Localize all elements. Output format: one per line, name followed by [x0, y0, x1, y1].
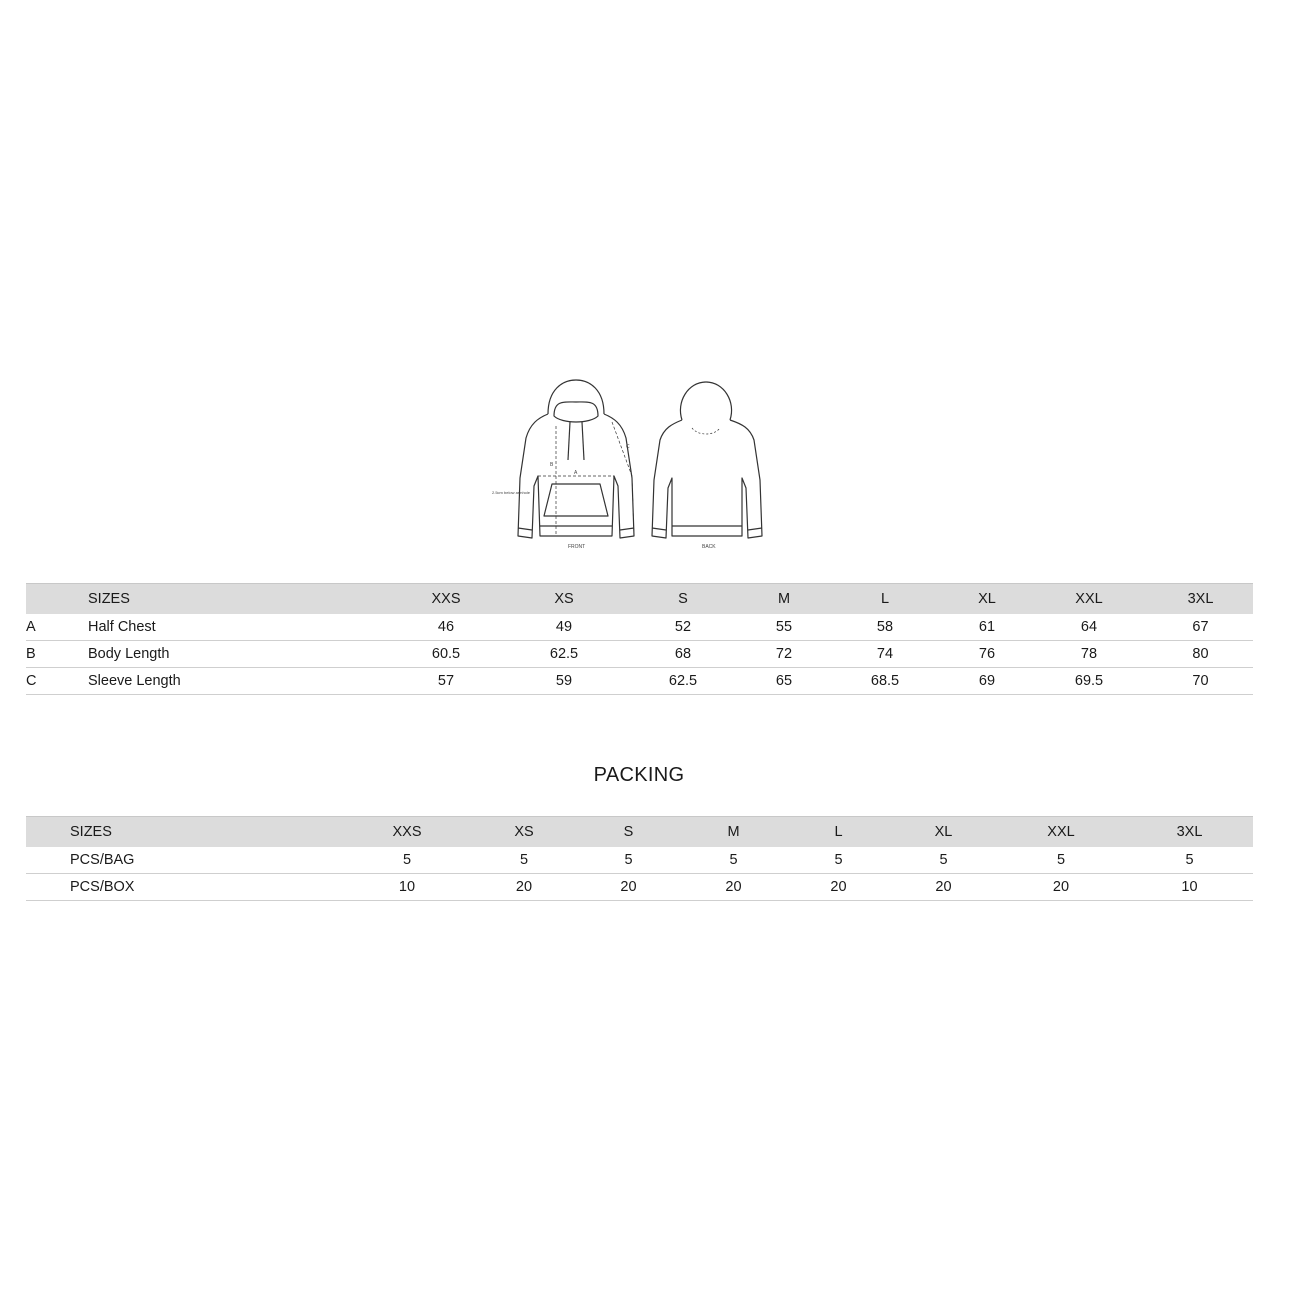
size-header: XXS: [342, 817, 472, 848]
size-header: M: [742, 584, 826, 615]
size-header: XXS: [388, 584, 504, 615]
armhole-note: 2.5cm below armhole: [492, 490, 531, 495]
measurement-value: 69: [944, 668, 1030, 695]
packing-value: 10: [342, 874, 472, 901]
packing-value: 5: [891, 847, 996, 874]
measurement-value: 70: [1148, 668, 1253, 695]
marker-c: C: [626, 444, 630, 450]
packing-value: 5: [1126, 847, 1253, 874]
table-row: [26, 614, 1253, 641]
measurement-value: 68.5: [826, 668, 944, 695]
measurement-value: 74: [826, 641, 944, 668]
size-header: M: [681, 817, 786, 848]
size-header: XXL: [996, 817, 1126, 848]
packing-value: 5: [342, 847, 472, 874]
measurement-value: 76: [944, 641, 1030, 668]
size-header: L: [826, 584, 944, 615]
packing-value: 5: [472, 847, 576, 874]
packing-header-row: [26, 817, 1253, 848]
measurement-value: 68: [624, 641, 742, 668]
packing-value: 20: [576, 874, 681, 901]
measurement-value: 80: [1148, 641, 1253, 668]
measurement-value: 60.5: [388, 641, 504, 668]
packing-value: 5: [786, 847, 891, 874]
packing-value: 5: [681, 847, 786, 874]
packing-value: 5: [996, 847, 1126, 874]
measurement-value: 64: [1030, 614, 1148, 641]
size-header: L: [786, 817, 891, 848]
measurement-value: 49: [504, 614, 624, 641]
size-chart-sizes-header: SIZES: [88, 584, 388, 615]
size-header: XS: [504, 584, 624, 615]
packing-value: 20: [472, 874, 576, 901]
table-row: [26, 668, 1253, 695]
measurement-label: Sleeve Length: [88, 668, 388, 695]
measurement-value: 52: [624, 614, 742, 641]
measurement-value: 65: [742, 668, 826, 695]
packing-table: [26, 816, 1253, 901]
measurement-code: C: [26, 668, 88, 695]
marker-a: A: [574, 470, 578, 476]
measurement-value: 69.5: [1030, 668, 1148, 695]
marker-b: B: [550, 462, 554, 468]
packing-value: 20: [891, 874, 996, 901]
measurement-value: 46: [388, 614, 504, 641]
size-chart-header-row: [26, 584, 1253, 615]
measurement-value: 55: [742, 614, 826, 641]
size-header: XL: [891, 817, 996, 848]
measurement-value: 72: [742, 641, 826, 668]
hoodie-illustration: [490, 376, 780, 552]
measurement-value: 67: [1148, 614, 1253, 641]
back-label: BACK: [702, 544, 716, 550]
measurement-value: 58: [826, 614, 944, 641]
front-label: FRONT: [568, 544, 586, 550]
measurement-code: B: [26, 641, 88, 668]
measurement-value: 78: [1030, 641, 1148, 668]
packing-sizes-header: SIZES: [26, 817, 342, 848]
measurement-label: Body Length: [88, 641, 388, 668]
hoodie-back-drawing: [652, 382, 762, 538]
size-header: 3XL: [1148, 584, 1253, 615]
size-chart-table: [26, 583, 1253, 695]
size-header: XS: [472, 817, 576, 848]
hoodie-front-drawing: [518, 380, 634, 538]
measurement-value: 57: [388, 668, 504, 695]
packing-label: PCS/BAG: [26, 847, 342, 874]
packing-value: 5: [576, 847, 681, 874]
hoodie-drawing: [490, 376, 780, 552]
size-header: S: [624, 584, 742, 615]
size-header: XXL: [1030, 584, 1148, 615]
size-header: 3XL: [1126, 817, 1253, 848]
table-row: [26, 641, 1253, 668]
packing-label: PCS/BOX: [26, 874, 342, 901]
measurement-value: 61: [944, 614, 1030, 641]
packing-value: 10: [1126, 874, 1253, 901]
measurement-value: 59: [504, 668, 624, 695]
packing-title: PACKING: [593, 764, 685, 786]
table-row: [26, 874, 1253, 901]
size-chart-code-header: [26, 584, 88, 615]
size-header: S: [576, 817, 681, 848]
packing-value: 20: [681, 874, 786, 901]
size-header: XL: [944, 584, 1030, 615]
measurement-code: A: [26, 614, 88, 641]
measurement-value: 62.5: [504, 641, 624, 668]
packing-value: 20: [786, 874, 891, 901]
table-row: [26, 847, 1253, 874]
measurement-value: 62.5: [624, 668, 742, 695]
packing-value: 20: [996, 874, 1126, 901]
measurement-label: Half Chest: [88, 614, 388, 641]
